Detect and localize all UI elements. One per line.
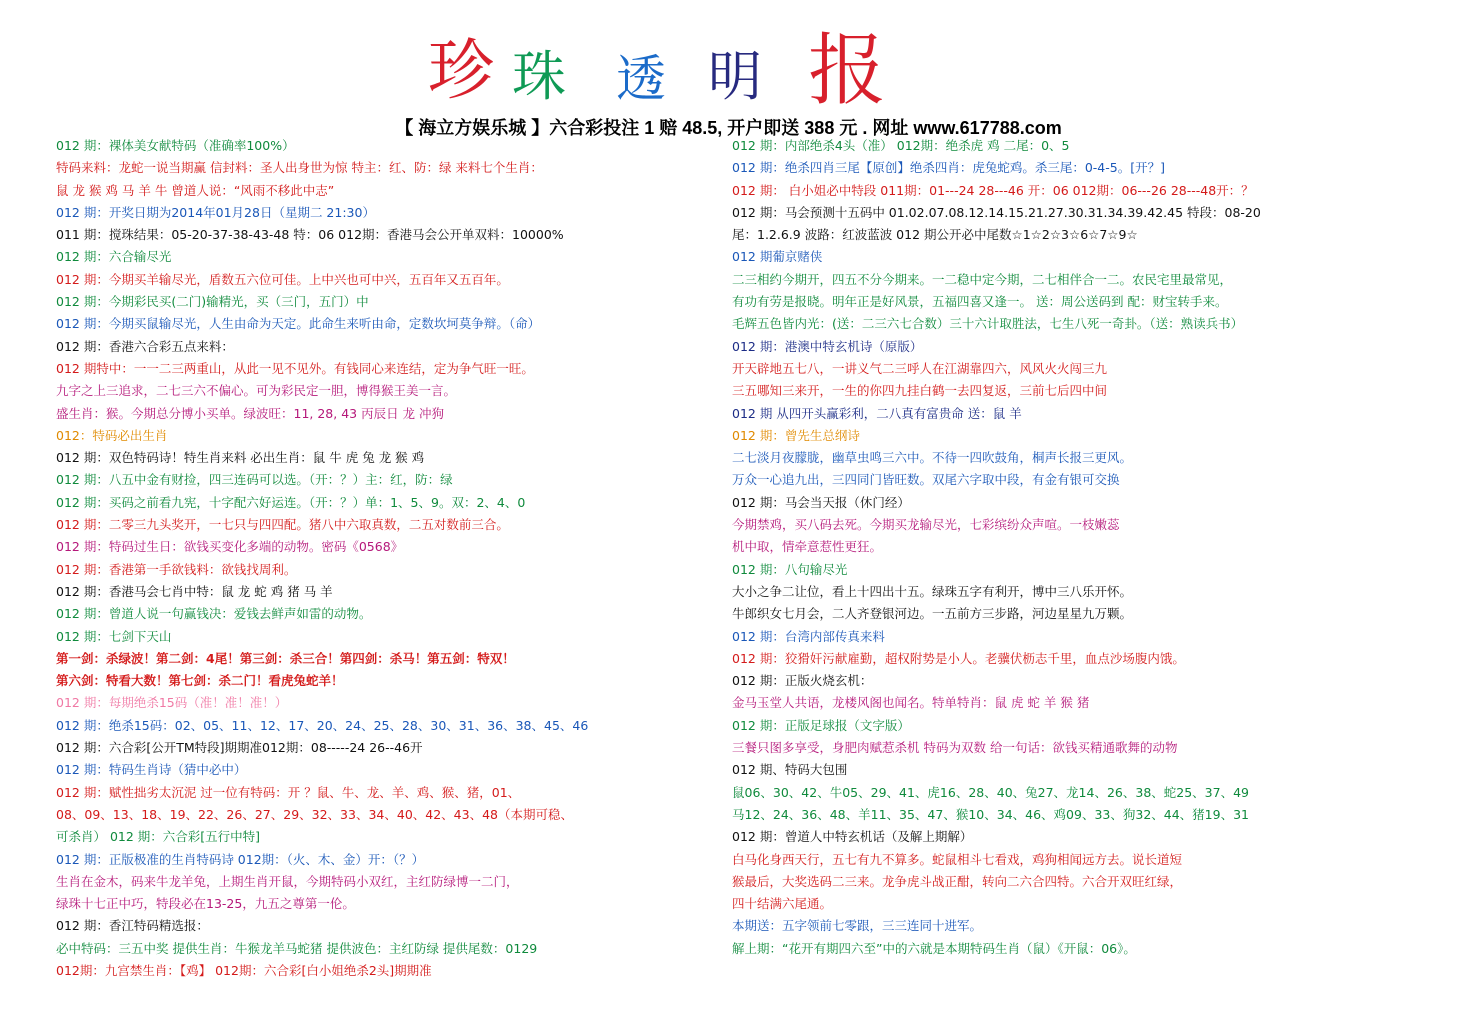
- left-line: 012 期：特码生肖诗（猜中必中）: [56, 762, 247, 778]
- left-line: 生肖在金木，码来牛龙羊兔，上期生肖开鼠，今期特码小双红，主红防绿博一二门，: [56, 873, 519, 889]
- left-line: 第六剑：特看大数！第七剑：杀二门！看虎兔蛇羊！: [56, 673, 344, 689]
- left-line: 012 期：香港六合彩五点来料：: [56, 338, 234, 354]
- right-line: 012 期：马会预测十五码中 01.02.07.08.12.14.15.21.27.30.31.34.39.42.45 特段：08-20: [732, 204, 1261, 220]
- title-char-ming: 明: [708, 45, 762, 108]
- right-line: 解上期：“花开有期四六至”中的六就是本期特码生肖（鼠）《开鼠：06》。: [732, 940, 1136, 956]
- left-line: 012 期：绝杀15码：02、05、11、12、17、20、24、25、28、30、31、36、38、45、46: [56, 717, 589, 733]
- left-line: 012 期特中：一一二三两重山，从此一见不见外。有钱同心来连结，定为争气旺一旺。: [56, 360, 534, 376]
- right-line: 马12、24、36、48、羊11、35、47、猴10、34、46、鸡09、33、狗32、44、猪19、31: [732, 806, 1249, 822]
- title-char-tou: 透: [616, 50, 666, 108]
- left-line: 012：特码必出生肖: [56, 427, 168, 443]
- left-line: 可杀肖） 012 期：六合彩[五行中特]: [56, 829, 261, 845]
- left-line: 鼠 龙 猴 鸡 马 羊 牛 曾道人说：“风雨不移此中志”: [56, 182, 335, 198]
- right-line: 二三相约今期开，四五不分今期来。一二稳中定今期，二七相伴合一二。农民宅里最常见，: [732, 271, 1233, 287]
- right-line: 有功有劳是报晓。明年正是好风景，五福四喜又逢一。 送：周公送码到 配：财宝转手来。: [732, 294, 1228, 310]
- right-line: 金马玉堂人共语，龙楼风阁也闻名。特单特肖：鼠 虎 蛇 羊 猴 猪: [732, 695, 1090, 711]
- right-column: [732, 135, 1432, 960]
- right-line: 三五哪知三来开，一生的你四九挂白鹤一去四复返，三前七后四中间: [732, 383, 1108, 399]
- left-line: 012 期：赋性拙劣太沉泥 过一位有特码：开 ？鼠、牛、龙、羊、鸡、猴、猪，01、: [56, 784, 521, 800]
- left-line: 012 期：正版极准的生肖特码诗 012期：（火、木、金）开：（？）: [56, 851, 425, 867]
- right-line: 猴最后，大奖选码二三来。龙争虎斗战正酣，转向二六合四特。六合开双旺红绿，: [732, 873, 1183, 889]
- left-line: 012 期：八五中金有财捡，四三连码可以选。（开：？）主：红，防：绿: [56, 472, 453, 488]
- left-line: 绿珠十七正中巧，特段必在13-25，九五之尊第一伦。: [56, 896, 355, 912]
- right-line: 012 期：内部绝杀4头（准） 012期：绝杀虎 鸡 二尾：0、5: [732, 138, 1070, 153]
- right-line: 012 期：正版火烧玄机：: [732, 673, 873, 689]
- right-line: 012 期：台湾内部传真来料: [732, 628, 885, 644]
- right-line: 012 期：曾道人中特玄机话（及解上期解）: [732, 829, 973, 845]
- right-line: 012 期葡京赌侠: [732, 249, 823, 265]
- right-line: 012 期：港澳中特玄机诗（原版）: [732, 338, 923, 354]
- right-line: 本期送：五字领前七零跟，三三连同十进军。: [732, 918, 983, 934]
- left-line: 012 期：每期绝杀15码（准！准！准！）: [56, 695, 288, 711]
- left-line: 012 期：六合输尽光: [56, 249, 172, 265]
- right-line: 大小之争二让位，看上十四出十五。绿珠五字有利开，博中三八乐开怀。: [732, 583, 1133, 599]
- left-line: 012 期：今期买鼠输尽光，人生由命为天定。此命生来听由命，定数坎坷莫争辩。（命）: [56, 316, 541, 332]
- left-line: 012 期：开奖日期为2014年01月28日（星期二 21:30）: [56, 204, 375, 220]
- right-line: 012 期、特码大包围: [732, 762, 848, 778]
- ad-banner: 【 海立方娱乐城 】六合彩投注 1 赔 48.5, 开户即送 388 元 . 网址 www.617788.com: [395, 118, 1062, 138]
- left-line: 012 期：裸体美女献特码（准确率100%）: [56, 138, 295, 153]
- left-line: 012 期：曾道人说一句赢钱决：爱钱去鲜声如雷的动物。: [56, 606, 372, 622]
- right-line: 毛辉五色皆内光：(送：二三六七合数）三十六计取胜法，七生八死一奇卦。（送：熟读兵书）: [732, 316, 1244, 332]
- right-line: 012 期 从四开头赢彩利，二八真有富贵命 送：鼠 羊: [732, 405, 1022, 421]
- right-line: 二七淡月夜朦胧，幽草虫鸣三六中。不待一四吹鼓角，桐声长报三更风。: [732, 450, 1133, 466]
- title-char-bao: 报: [808, 26, 887, 116]
- left-line: 012 期：七剑下天山: [56, 628, 172, 644]
- left-line: 012 期：香江特码精选报：: [56, 918, 209, 934]
- right-line: 三餐只图多享受，身肥肉赋惹杀机 特码为双数 给一句话：欲钱买精通歌舞的动物: [732, 740, 1178, 756]
- left-line: 012 期：二零三九头奖开，一七只与四四配。猪八中六取真数，二五对数前三合。: [56, 517, 509, 533]
- left-line: 特码来料：龙蛇一说当期赢 信封料：圣人出身世为惊 特主：红、防：绿 来料七个生肖：: [56, 160, 543, 176]
- right-line: 白马化身西天行，五七有九不算多。蛇鼠相斗七看戏，鸡狗相闻远方去。说长道短: [732, 851, 1183, 867]
- title-char-zhen: 珍: [428, 32, 494, 109]
- left-line: 盛生肖：猴。今期总分博小买单。绿波旺：11, 28, 43 丙辰日 龙 冲狗: [56, 405, 445, 421]
- left-line: 011 期：搅珠结果：05-20-37-38-43-48 特：06 012期：香港马会公开单双料：10000%: [56, 227, 564, 243]
- right-line: 今期禁鸡，买八码去死。今期买龙输尽光，七彩缤纷众声喧。一枝嫩蕊: [732, 517, 1120, 533]
- left-line: 九字之上三追求，二七三六不偏心。可为彩民定一胆，博得猴王美一言。: [56, 383, 457, 399]
- right-line: 012 期：狡猾奸污献雇勤，超权附势是小人。老骥伏枥志千里，血点沙场腹内饿。: [732, 650, 1185, 666]
- right-line: 牛郎织女七月会，二人齐登银河边。一五前方三步路，河边星星九万颗。: [732, 606, 1133, 622]
- left-line: 012 期：买码之前看九宪，十字配六好运连。（开：？）单：1、5、9。双：2、4、0: [56, 494, 526, 510]
- left-line: 012 期：今期彩民买(二门)输精光，买（三门，五门）中: [56, 294, 369, 310]
- left-line: 012 期：双色特码诗！特生肖来料 必出生肖：鼠 牛 虎 兔 龙 猴 鸡: [56, 450, 425, 466]
- right-line: 四十结满六尾通。: [732, 896, 833, 912]
- right-line: 万众一心追九出，三四同门皆旺数。双尾六字取中段，有金有银可交换: [732, 472, 1120, 488]
- right-line: 鼠06、30、42、牛05、29、41、虎16、28、40、兔27、龙14、26、38、蛇25、37、49: [732, 784, 1249, 800]
- right-line: 012 期：绝杀四肖三尾【原创】绝杀四肖：虎兔蛇鸡。杀三尾：0-4-5。[开？]: [732, 160, 1165, 176]
- left-column: [56, 135, 716, 982]
- left-line: 第一剑：杀绿波！第二剑：4尾！第三剑：杀三合！第四剑：杀马！第五剑：特双！: [56, 650, 515, 666]
- right-line: 012 期：曾先生总纲诗: [732, 427, 860, 443]
- left-line: 012 期：香港马会七肖中特：鼠 龙 蛇 鸡 猪 马 羊: [56, 583, 333, 599]
- left-line: 012 期：特码过生日：欲钱买变化多端的动物。密码《0568》: [56, 539, 404, 555]
- title-char-zhu: 珠: [512, 45, 566, 108]
- right-line: 012 期：正版足球报（文字版）: [732, 717, 910, 733]
- right-line: 开天辟地五七八，一讲义气二三呼人在江湖靠四六，风风火火闯三九: [732, 360, 1108, 376]
- right-line: 012 期： 白小姐必中特段 011期：01---24 28---46 开：06 012期：06---26 28---48开：？: [732, 182, 1254, 198]
- left-line: 012 期：香港第一手欲钱料：欲钱找周利。: [56, 561, 297, 577]
- right-line: 012 期：八句输尽光: [732, 561, 848, 577]
- right-line: 012 期：马会当天报（休门经）: [732, 494, 910, 510]
- right-line: 机中取，情牵意惹性更狂。: [732, 539, 883, 555]
- left-line: 012期：九宫禁生肖：【鸡】 012期：六合彩[白小姐绝杀2头]期期准: [56, 962, 432, 978]
- left-line: 必中特码：三五中奖 提供生肖：牛猴龙羊马蛇猪 提供波色：主红防绿 提供尾数：0129: [56, 940, 538, 956]
- left-line: 012 期：六合彩[公开TM特段]期期准012期：08-----24 26--46开: [56, 740, 423, 756]
- page-title: [420, 28, 890, 120]
- left-line: 012 期：今期买羊输尽光，盾数五六位可佳。上中兴也可中兴，五百年又五百年。: [56, 271, 509, 287]
- left-line: 08、09、13、18、19、22、26、27、29、32、33、34、40、42、43、48（本期可稳、: [56, 806, 573, 822]
- right-line: 尾：1.2.6.9 波路：红波蓝波 012 期公开必中尾数☆1☆2☆3☆6☆7☆9☆: [732, 227, 1138, 243]
